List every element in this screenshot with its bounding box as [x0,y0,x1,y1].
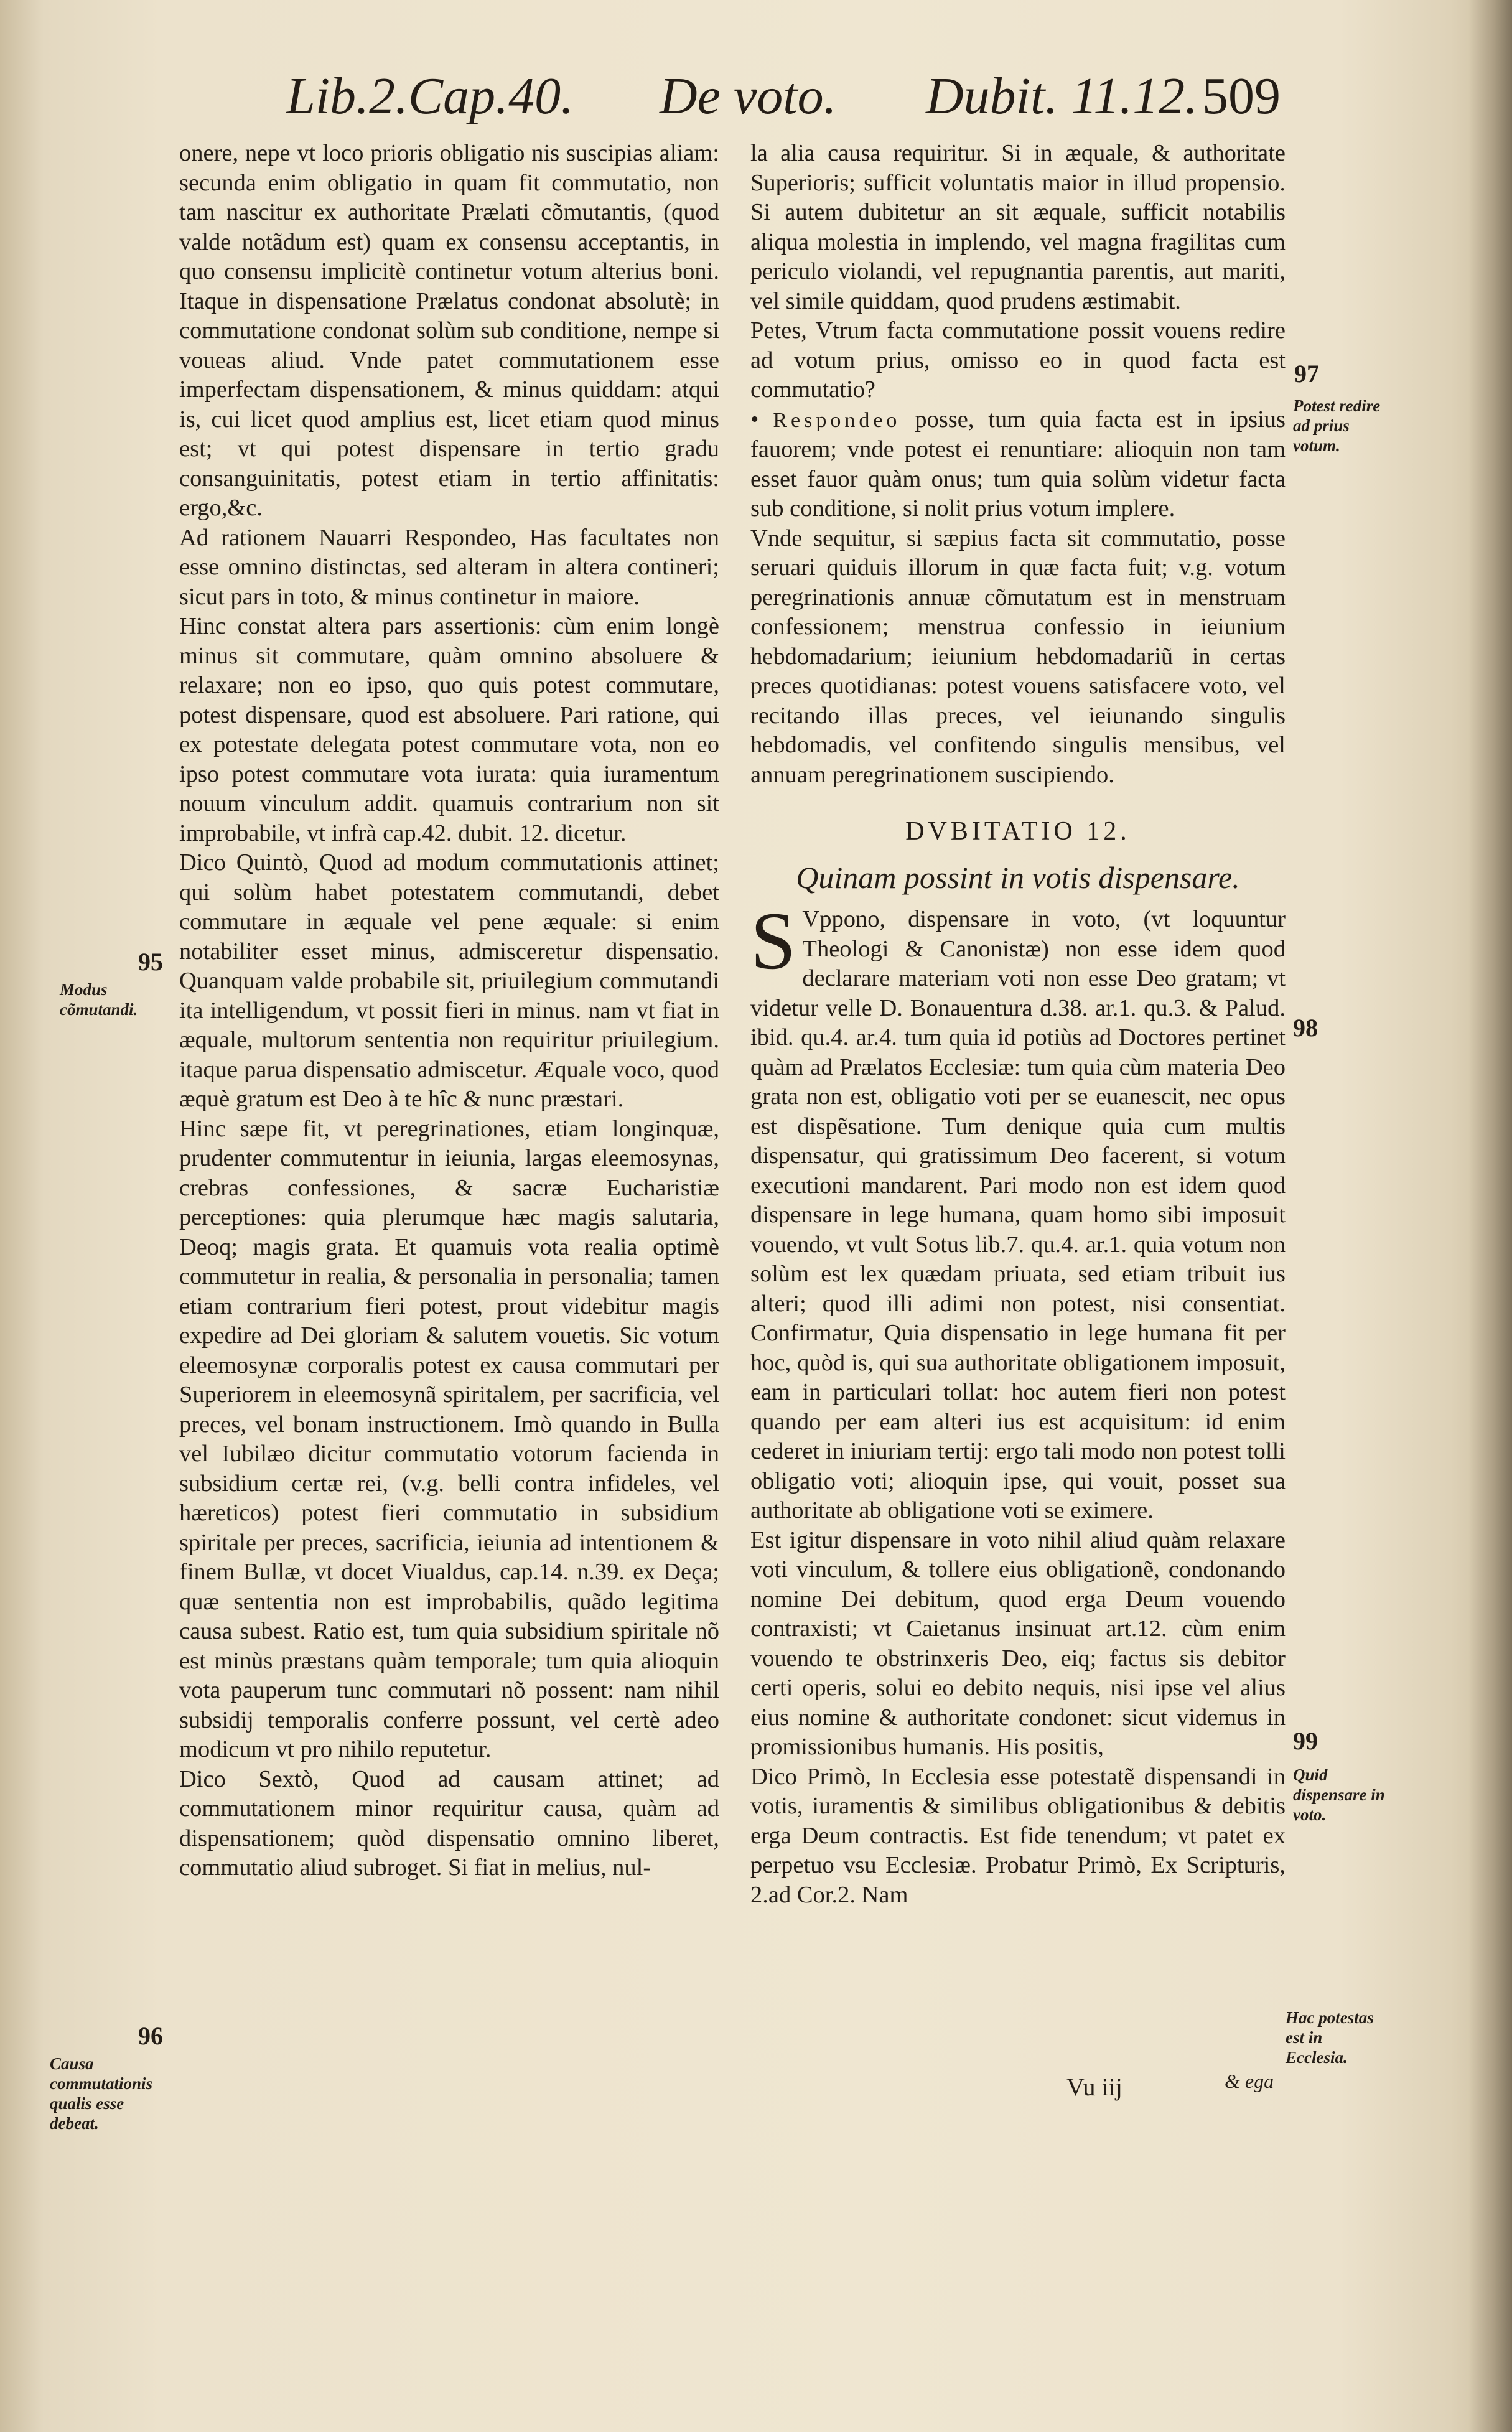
margin-number-95: 95 [138,948,163,976]
margin-note-97: Potest redire ad prius votum. [1293,396,1381,455]
margin-note-99: Quid dispensare in voto. [1293,1766,1385,1824]
dubitatio-heading: DVBITATIO 12. [905,817,1131,846]
margin-number-96: 96 [138,2022,163,2050]
right-column [750,139,1286,1910]
paragraph: Vnde sequitur, si sæpius facta sit commutatio, posse seruari quiduis illorum in quæ facta fuit; v.g. votum peregrinationis annuæ cõmutatum est in menstruam confessionem; menstrua confessio in ieiunium hebdomadarium; ieiunium hebdomadariũ in certas preces quotidianas: potest vouens satisfacere voto, vel recitando illas preces, vel ieiunando singulis hebdomadis, vel confitendo singulis mensibus, vel annuam peregrinationem suscipiendo. [750,525,1286,788]
paragraph: Est igitur dispensare in voto nihil aliud quàm relaxare voti vinculum, & tollere eius obligationẽ, condonando nomine Dei debitum, quod erga Deum vouendo contraxisti; vt Caietanus insinuat art.12. cùm enim vouendo te obstrinxeris Deo, eiq; factus sis debitor certi operis, solui eo debito nequis, nisi ipse vel alius eius nomine & authoritate condonet: sicut videmus in promissionibus humanis. His positis, [750,1527,1286,1760]
page-shadow-edge [1468,0,1512,2432]
margin-note-95: Modus cõmutandi. [60,980,138,1019]
paragraph: Hinc constat altera pars assertionis: cùm enim longè minus sit commutare, quàm omnino absoluere & relaxare; non eo ipso, quo quis potest commutare, potest dispensare, quod est absoluere. Pari ratione, qui ex potestate delegata potest commutare vota, non eo ipso potest commutare vota iurata: quia iuramentum nouum vinculum addit. quamuis contrarium non sit improbabile, vt infrà cap.42. dubit. 12. dicetur. [179,613,719,846]
margin-note-96: Causa commutationis qualis esse debeat. [50,2054,153,2133]
margin-note-100: Hac potestas est in Ecclesia. [1286,2008,1374,2067]
respondeo-text: posse, tum quia facta est in ipsius fauorem; vnde potest ei renuntiare: alioquin non tam esset fauor quàm onus; tum quia solùm videtur facta sub conditione, si nolit prius votum implere. [750,406,1286,521]
respondeo-paragraph: • Respondeo posse, tum quia facta est in ipsius fauorem; vnde potest ei renuntiare: alioquin non tam esset fauor quàm onus; tum quia solùm videtur facta sub conditione, si nolit prius votum implere. [750,406,1286,521]
running-head-title: De voto. [660,67,837,125]
drop-cap: S [750,895,796,986]
signature-mark: Vu iij [1066,2073,1122,2101]
page-number: 509 [1202,67,1281,125]
paragraph: la alia causa requiritur. Si in æquale, & authoritate Superioris; sufficit voluntatis maior in illud propensio. Si autem dubitetur an sit æquale, sufficit notabilis aliqua molestia in implendo, vel magna fragilitas cum periculo violandi, vel repugnantia parentis, aut mariti, vel simile quiddam, quod prudens æstimabit. [750,140,1286,314]
running-head [286,62,1307,131]
paragraph-text: Vppono, dispensare in voto, (vt loquuntur Theologi & Canonistæ) non esse idem quod declarare materiam voti non esse Deo gratam; vt videtur velle D. Bonauentura d.38. ar.1. qu.3. & Palud. ibid. qu.4. ar.4. tum quia id potiùs ad Doctores pertinet quàm ad Prælatos Ecclesiæ: tum quia cùm materia Deo grata non est, obligatio voti per se euanescit, nec opus est dispẽsatione. Tum denique quia cum multis dispensatur, qui gratissimum Deo facerent, si votum executioni mandarent. Pari modo non est idem quod dispensare in lege humana, quam homo sibi imposuit vouendo, vt vult Sotus lib.7. qu.4. ar.1. quia votum non solùm est lex quædam priuata, sed etiam tribuit ius alteri; quod illi adimi non potest, nisi consentiat. Confirmatur, Quia dispensatio in lege humana fit per hoc, quòd is, qui sua authoritate obligationem imposuit, eam in particulari tollat: hoc autem fieri non potest quando per eam alteri ius est acquisitum: id enim cederet in iniuriam tertij: ergo tali modo non potest tolli obligatio voti; alioquin ipse, qui vouit, posset sua authoritate ab obligatione voti se eximere. [750,906,1286,1523]
paragraph: Dico Sextò, Quod ad causam attinet; ad commutationem minor requiritur causa, quàm ad dispensationem; quòd dispensatio omnino liberet, commutatio aliud subroget. Si fiat in melius, nul- [179,1766,719,1881]
running-head-book: Lib.2.Cap.40. [286,67,574,125]
paragraph: Dico Quintò, Quod ad modum commutationis attinet; qui solùm habet potestatem commutandi, debet commutare in æquale vel pene æquale: si enim notabiliter esset minus, admisceretur dispensatio. Quanquam valde probabile sit, priuilegium commutandi ita intelligendum, vt possit fieri in minus. nam vt fiat in æquale, multorum sententia non requiritur priuilegium. itaque parua dispensatio admiscetur. Æquale voco, quod æquè gratum est Deo à te hîc & nunc præstari. [179,849,719,1112]
margin-number-98: 98 [1293,1014,1318,1042]
paragraph: Dico Primò, In Ecclesia esse potestatẽ dispensandi in votis, iuramentis & similibus obligationibus & debitis erga Deum contractis. Est fide tenendum; vt patet ex perpetuo vsu Ecclesiæ. Probatur Primò, Ex Scripturis, 2.ad Cor.2. Nam [750,1763,1286,1908]
dubitatio-subtitle: Quinam possint in votis dispensare. [796,859,1240,895]
paragraph: onere, nepe vt loco prioris obligatio nis suscipias aliam: secunda enim obligatio in quam fit commutatio, non tam nascitur ex authoritate Prælati cõmutantis, (quod valde notãdum est) quam ex consensu acceptantis, in quo consensu implicitè continetur votum alterius boni. Itaque in dispensatione Prælatus condonat absolutè; in commutatione condonat solùm sub conditione, nempe si voueas aliud. Vnde patet commutationem esse imperfectam dispensationem, & minus quiddam: atqui is, cui licet quod amplius est, licet etiam quod minus est; vt qui potest dispensare in tertio gradu consanguinitatis, potest etiam in tertio affinitatis: ergo,&c. [179,140,719,521]
margin-number-99: 99 [1293,1727,1318,1755]
running-head-dubit: Dubit. 11.12. [926,67,1198,125]
left-column [179,139,719,1883]
paragraph: Ad rationem Nauarri Respondeo, Has facultates non esse omnino distinctas, sed alteram in altera contineri; sicut pars in toto, & minus continetur in maiore. [179,524,719,610]
paragraph: Hinc sæpe fit, vt peregrinationes, etiam longinquæ, prudenter commutentur in ieiunia, largas eleemosynas, crebras confessiones, & sacræ Eucharistiæ perceptiones: quia plerumque hæc magis salutaria, Deoq; magis grata. Et quamuis vota realia optimè commutetur in realia, & personalia in personalia; tamen etiam contrarium fieri potest, prout videbitur magis expedire ad Dei gloriam & salutem vouetis. Sic votum eleemosynæ corporalis potest ex causa commutari per Superiorem in eleemosynã spiritalem, per sacrificia, vel preces, vel bonam instructionem. Imò quando in Bulla vel Iubilæo dicitur commutatio votorum facienda in subsidium certæ rei, (v.g. belli contra infideles, vel hæreticos) potest fieri commutatio in subsidium spiritale per preces, sacrificia, ieiunia ad intentionem & finem Bullæ, vt docet Viualdus, cap.14. n.39. ex Deça; quæ sententia non est improbabilis, quãdo legitima causa subest. Ratio est, tum quia subsidium spiritale nõ est minùs præstans quàm temporale; tum quia alioquin vota pauperum tunc commutari nõ possent: nam nihil subsidij temporalis conferre possunt, vel certè adeo modicum vt pro nihilo reputetur. [179,1115,719,1762]
catchword: & ega [1225,2070,1274,2092]
paragraph-dropcap [750,895,1286,1526]
respondeo-word: Respondeo [773,408,901,432]
paragraph: Petes, Vtrum facta commutatione possit vouens redire ad votum prius, omisso eo in quod facta est commutatio? [750,317,1286,403]
margin-number-97: 97 [1294,360,1319,388]
